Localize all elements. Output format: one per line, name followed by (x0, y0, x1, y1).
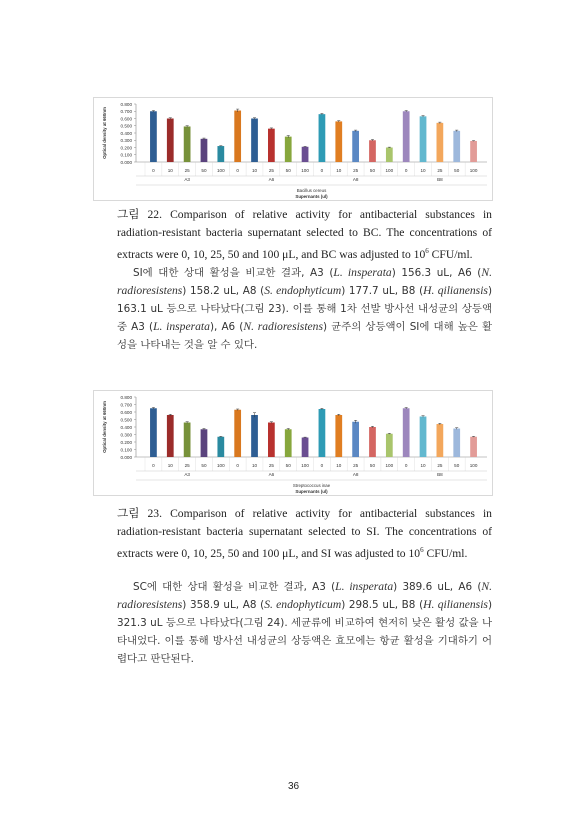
species-name: N. radioresistens (117, 266, 493, 297)
bar (319, 114, 326, 162)
x-tick-label: 25 (353, 463, 359, 468)
species-name: L. insperata (333, 266, 392, 279)
bar (319, 409, 326, 457)
bar (386, 148, 393, 163)
y-tick-label: 0.200 (120, 439, 132, 445)
paragraph-sc-results: SC에 대한 상대 활성을 비교한 결과, A3 (L. insperata) 389.6 uL, A6 (N. radioresistens) 358.9 uL, A8 (S. endophyticum) 298.5 uL, B8 (H. qilianensis) 321.3 uL 등으로 나타났다(그림 24). 세균류에 비교하여 현저히 낮은 활성 값을 나타내었다. 이를 통해 방사선 내성균의 상등액은 효모에는 항균 활성을 기대하기 어렵다고 판단된다. (117, 580, 493, 665)
bar (420, 116, 427, 162)
x-tick-label: 100 (385, 463, 394, 468)
group-label: A6 (268, 472, 275, 477)
x-tick-label: 25 (437, 463, 443, 468)
species-name: H. qilianensis (423, 284, 488, 297)
figure-label: 그림 22. (117, 208, 162, 221)
caption-text: Comparison of relative activity for antibacterial substances in radiation-resistant bacteria supernatant selected to SI. The concentrations of extracts were 0, 10, 25, 50 and 100 μL, and SI was adjusted to 10 (117, 507, 492, 560)
bar (184, 126, 191, 162)
y-tick-label: 0.300 (120, 432, 132, 438)
x-tick-label: 100 (385, 168, 394, 173)
x-tick-label: 10 (336, 463, 342, 468)
x-tick-label: 10 (420, 168, 426, 173)
x-tick-label: 25 (437, 168, 443, 173)
y-tick-label: 0.500 (120, 123, 132, 129)
chart-title: Streptococcus inae (292, 483, 331, 488)
y-tick-label: 0.500 (120, 417, 132, 423)
bar (403, 111, 410, 162)
x-tick-label: 100 (469, 168, 478, 173)
x-tick-label: 0 (404, 168, 408, 173)
caption-text: Comparison of relative activity for antibacterial substances in radiation-resistant bacteria supernatant selected to BC. The concentrations of extracts were 0, 10, 25, 50 and 100 μL, and BC was adjusted to 10 (117, 208, 492, 261)
species-name: L. insperata (335, 580, 394, 593)
bar (234, 410, 241, 457)
chart-figure-23 (93, 390, 493, 496)
bar (352, 422, 359, 457)
chart-figure-22 (93, 97, 493, 201)
bar (302, 438, 309, 458)
y-tick-label: 0.200 (120, 145, 132, 151)
x-tick-label: 50 (454, 463, 460, 468)
bar (403, 408, 410, 457)
x-tick-label: 25 (268, 168, 274, 173)
x-tick-label: 10 (167, 463, 173, 468)
bar (201, 429, 208, 457)
chart-svg-bacillus (94, 98, 492, 200)
species-name: L. insperata (153, 320, 210, 333)
y-axis-label: Optical density at 660nm (102, 107, 107, 159)
y-tick-label: 0.700 (120, 109, 132, 115)
bar (420, 417, 427, 458)
bar (437, 123, 444, 162)
x-tick-label: 10 (167, 168, 173, 173)
caption-exponent: 6 (425, 247, 429, 255)
x-tick-label: 100 (216, 168, 225, 173)
group-label: B8 (437, 177, 443, 182)
figure-22-caption (117, 206, 492, 264)
figure-23-caption (117, 505, 492, 563)
bar (167, 415, 174, 457)
x-tick-label: 10 (420, 463, 426, 468)
x-tick-label: 25 (353, 168, 359, 173)
y-tick-label: 0.400 (120, 424, 132, 430)
x-tick-label: 50 (285, 463, 291, 468)
bar (184, 423, 191, 458)
species-name: S. endophyticum (264, 284, 342, 297)
y-tick-label: 0.700 (120, 402, 132, 408)
x-tick-label: 50 (285, 168, 291, 173)
x-tick-label: 50 (369, 463, 376, 468)
group-label: B8 (437, 472, 443, 477)
y-tick-label: 0.400 (120, 130, 132, 136)
x-tick-label: 100 (469, 463, 478, 468)
bar (302, 147, 309, 162)
bar (201, 139, 208, 162)
species-name: S. endophyticum (264, 598, 342, 611)
y-tick-label: 0.600 (120, 409, 132, 415)
y-tick-label: 0.300 (120, 138, 132, 144)
x-tick-label: 0 (320, 168, 324, 173)
x-axis-label: Supernants (ul) (295, 489, 328, 494)
species-name: N. radioresistens (243, 320, 323, 333)
x-tick-label: 10 (251, 168, 258, 173)
bar (453, 429, 460, 458)
x-tick-label: 10 (251, 463, 258, 468)
x-tick-label: 0 (152, 168, 155, 173)
chart-svg-streptococcus (94, 391, 492, 495)
bar (167, 119, 174, 163)
bar (285, 137, 292, 162)
x-tick-label: 50 (369, 168, 376, 173)
bar (335, 415, 342, 457)
bar (386, 434, 393, 457)
x-tick-label: 25 (184, 463, 190, 468)
x-tick-label: 50 (201, 168, 207, 173)
caption-exponent: 6 (420, 546, 424, 554)
bar (251, 415, 258, 457)
x-tick-label: 10 (336, 168, 342, 173)
y-tick-label: 0.000 (120, 454, 132, 460)
x-tick-label: 0 (236, 463, 239, 468)
group-label: A3 (184, 177, 190, 182)
x-tick-label: 100 (216, 463, 225, 468)
bar (234, 111, 241, 162)
bar (352, 131, 359, 162)
bar (285, 429, 292, 457)
x-tick-label: 0 (152, 463, 155, 468)
bar (217, 146, 224, 162)
caption-unit: CFU/ml. (428, 247, 473, 261)
bar (369, 427, 376, 457)
species-name: H. qilianensis (423, 598, 488, 611)
x-axis-label: Supernants (ul) (295, 194, 328, 199)
x-tick-label: 0 (236, 168, 239, 173)
y-tick-label: 0.600 (120, 116, 132, 122)
bar (453, 131, 460, 162)
y-tick-label: 0.800 (120, 394, 132, 400)
x-tick-label: 50 (201, 463, 207, 468)
y-tick-label: 0.100 (120, 447, 132, 453)
group-label: A6 (268, 177, 275, 182)
x-tick-label: 100 (301, 463, 309, 468)
y-tick-label: 0.100 (120, 152, 132, 158)
chart-title: Bacillus cereus (296, 188, 327, 193)
group-label: A3 (184, 472, 190, 477)
x-tick-label: 25 (184, 168, 190, 173)
bar (268, 423, 275, 458)
bar (251, 119, 258, 163)
bar (217, 437, 224, 457)
bar (369, 140, 376, 162)
x-tick-label: 50 (454, 168, 460, 173)
figure-label: 그림 23. (117, 507, 162, 520)
caption-unit: CFU/ml. (423, 546, 468, 560)
y-tick-label: 0.000 (120, 159, 132, 165)
species-name: N. radioresistens (117, 580, 493, 611)
group-label: A8 (352, 472, 359, 477)
y-tick-label: 0.800 (120, 101, 132, 107)
paragraph-si-results: SI에 대한 상대 활성을 비교한 결과, A3 (L. insperata) 156.3 uL, A6 (N. radioresistens) 158.2 uL, A8 (S. endophyticum) 177.7 uL, B8 (H. qilianensis) 163.1 uL 등으로 나타났다(그림 23). 이를 통해 1차 선발 방사선 내성균의 상등액 중 A3 (L. insperata), A6 (N. radioresistens) 균주의 상등액이 SI에 대해 높은 활성을 나타내는 것을 알 수 있다. (117, 266, 493, 351)
bar (268, 129, 275, 162)
page-number: 36 (287, 781, 300, 792)
bar (335, 121, 342, 162)
x-tick-label: 0 (320, 463, 324, 468)
bar (150, 111, 157, 162)
bar (470, 141, 477, 162)
bar (470, 437, 477, 457)
bar (437, 424, 444, 457)
group-label: A8 (352, 177, 359, 182)
x-tick-label: 0 (404, 463, 408, 468)
x-tick-label: 100 (301, 168, 309, 173)
y-axis-label: Optical density at 660nm (102, 401, 107, 453)
bar (150, 408, 157, 457)
x-tick-label: 25 (268, 463, 274, 468)
